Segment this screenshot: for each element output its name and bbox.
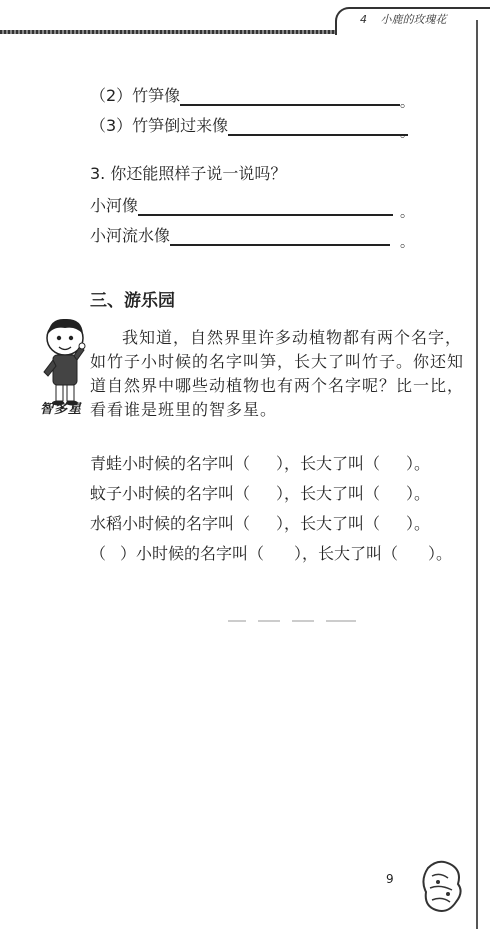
fill-row-suffix: ）。 — [406, 484, 431, 503]
fill-row — [90, 454, 430, 474]
scan-artifact — [228, 618, 358, 624]
boy-mascot-illustration — [38, 316, 92, 406]
fill-row-middle: ），长大了叫（ — [276, 484, 381, 503]
exercise-item-3-label: （3）竹笋倒过来像 — [90, 116, 229, 135]
river-flow-line — [90, 226, 390, 246]
river-flow-label: 小河流水像 — [90, 226, 171, 245]
question-3: 3. 你还能照样子说一说吗？ — [90, 164, 287, 183]
fill-row-prefix: 蚊子小时候的名字叫（ — [90, 484, 251, 503]
fill-row-middle-2: ），长大了叫（ — [294, 544, 399, 563]
chapter-number: 4 — [360, 13, 367, 26]
fill-row-suffix: ）。 — [406, 454, 431, 473]
exercise-item-3-period: 。 — [400, 125, 414, 141]
answer-blank[interactable] — [180, 88, 400, 106]
answer-blank[interactable] — [170, 228, 390, 246]
section-paragraph: 我知道，自然界里许多动植物都有两个名字，如竹子小时候的名字叫笋，长大了叫竹子。你还知道自然界中哪些动植物也有两个名字呢？比一比，看看谁是班里的智多星。 — [90, 328, 465, 419]
mascot-label: 智多星 — [40, 402, 83, 417]
river-like-period: 。 — [400, 205, 414, 221]
fill-row — [90, 484, 430, 504]
fill-row-prefix: （ — [90, 544, 107, 563]
fill-row-middle: ）小时候的名字叫（ — [120, 544, 265, 563]
river-like-line — [90, 196, 393, 216]
fill-row-suffix: ）。 — [406, 514, 431, 533]
fill-row-prefix: 青蛙小时候的名字叫（ — [90, 454, 251, 473]
chapter-title: 小鹿的玫瑰花 — [380, 13, 447, 26]
fill-row-middle: ），长大了叫（ — [276, 514, 381, 533]
fill-row-prefix: 水稻小时候的名字叫（ — [90, 514, 251, 533]
corner-doodle-illustration — [418, 858, 468, 918]
river-like-label: 小河像 — [90, 196, 139, 215]
page-number: 9 — [386, 872, 394, 886]
fill-row-suffix: ）。 — [428, 544, 453, 563]
page-edge-border — [476, 20, 490, 929]
chapter-header — [360, 11, 447, 27]
section-title: 三、游乐园 — [90, 291, 175, 311]
fill-row — [90, 544, 452, 564]
fill-row-middle: ），长大了叫（ — [276, 454, 381, 473]
exercise-item-3 — [90, 116, 408, 136]
answer-blank[interactable] — [138, 198, 393, 216]
exercise-item-2-label: （2）竹笋像 — [90, 86, 181, 105]
exercise-item-2-period: 。 — [400, 95, 414, 111]
exercise-item-2 — [90, 86, 400, 106]
river-flow-period: 。 — [400, 235, 414, 251]
answer-blank[interactable] — [228, 118, 408, 136]
fill-row — [90, 514, 430, 534]
